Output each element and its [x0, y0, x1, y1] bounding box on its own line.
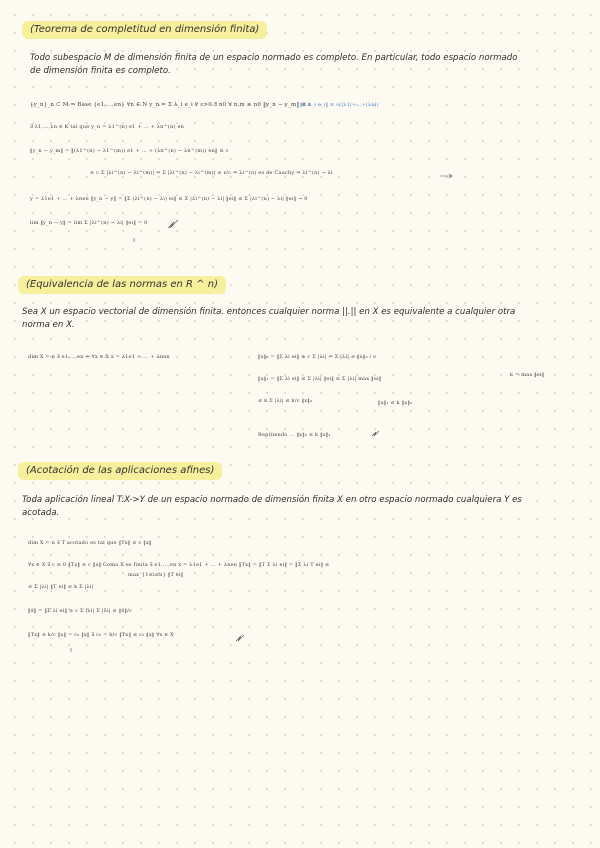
section-1-note-1: {y_n}_n ⊂ M ⇒ Base {e1,...,en} ∀n ∈ N y_n = Σ λ_i e_i ∀ ε>0 ∃ n0 ∀ n,m ≥ n0 ‖y_n − y_m‖ ≤ ε — [30, 102, 312, 108]
section-3-note-5: ‖x‖ = ‖Σ λi ei‖ ≥ c Σ |λi| Σ |λi| ≤ ‖x‖/c — [28, 608, 132, 614]
section-1-statement: Todo subespacio M de dimensión finita de un espacio normado es completo. En particular, todo espacio normado de dimensión finita es completo. — [30, 53, 518, 76]
section-2-note-6: ‖x‖₁ ≤ k ‖x‖₀ — [378, 400, 413, 406]
section-2-statement: Sea X un espacio vectorial de dimensión finita. entonces cualquier norma ||.|| en X es equivalente a cualquier otra norma en X. — [22, 307, 516, 330]
section-1-note-6: y = λ1e1 + ... + λnen ‖y_n − y‖ = ‖Σ (λi^(n) − λi) ei‖ ≤ Σ |λi^(n) − λi| ‖ei‖ ≤ Σ |λi^(n) − λi| ‖ei‖ → 0 — [30, 196, 308, 202]
section-2-note-1: dim X = n ∃ e1,...,en ⇒ ∀x ∈ X x = λ1e1 + ... + λnen — [28, 354, 170, 360]
section-3-note-1: dim X = n ∃ T acotado es tal que ‖Tx‖ ≤ c ‖x‖ — [28, 540, 152, 546]
section-3-statement: Toda aplicación lineal T:X->Y de un espacio normado de dimensión finita X en otro espacio normado cualquiera Y es acotada. — [22, 495, 522, 518]
section-2-note-3: ‖x‖₁ = ‖Σ λi ei‖ ≤ Σ |λi| ‖ei‖ ≤ Σ |λi| max ‖ei‖ — [258, 376, 382, 382]
section-3-title: (Acotación de las aplicaciones afines) — [18, 462, 222, 480]
section-2-note-4: k = max ‖ei‖ — [510, 372, 545, 378]
section-2-title: (Equivalencia de las normas en R ^ n) — [18, 276, 226, 294]
section-2-note-2: ‖x‖₀ = ‖Σ λi ei‖ ≥ c Σ |λi| ⇒ Σ |λi| ≤ ‖x‖₀ / c — [258, 354, 377, 360]
section-1-note-3: ∃ λ1,...,λn ∈ K tal que y_n = λ1^(n) e1 + ... + λn^(n) en — [30, 124, 185, 130]
section-1-note-7: lim ‖y_n − y‖ = lim Σ |λi^(n) − λi| ‖ei‖ = 0 — [30, 220, 148, 226]
section-1-note-5: ≥ c Σ |λi^(n) − λi^(m)| ⇒ Σ |λi^(n) − λi^(m)| ≤ ε/c ⇒ λi^(n) es de Cauchy ⇒ λi^(n) → λi — [90, 170, 333, 176]
section-3-note-4: ≤ Σ |λi| ‖T ei‖ ≤ k Σ |λi| — [28, 584, 94, 590]
section-1-title: (Teorema de completitud en dimensión finita) — [22, 21, 267, 39]
section-3-note-6: ‖Tx‖ ≤ k/c ‖x‖ = c₀ ‖x‖ ∃ c₀ = k/c ‖Tx‖ ≤ c₀ ‖x‖ ∀x ∈ X — [28, 632, 174, 638]
section-1-note-2: ‖Σ λ_i e_i‖ ≥ c(|λ1|+...+|λn|) — [300, 102, 379, 108]
section-2-note-7: Repitiendo ... ‖x‖₀ ≤ k ‖x‖₁ — [258, 432, 331, 438]
section-3-note-3: max_{1≤i≤n} ‖T ei‖ — [128, 572, 184, 578]
section-3-note-2: ∀x ∈ X ∃ c ≥ 0 ‖Tx‖ ≤ c ‖x‖ Como X es finita ∃ e1,...,en x = λ1e1 + ... + λnen ‖Tx‖ = ‖T Σ λi ei‖ = ‖Σ λi T ei‖ ≤ — [28, 562, 330, 568]
section-2-note-5: ≤ k Σ |λi| ≤ k/c ‖x‖₀ — [258, 398, 313, 404]
section-1-note-4: ‖y_n − y_m‖ = ‖(λ1^(n) − λ1^(m)) e1 + ... + (λn^(n) − λn^(m)) en‖ ≥ c — [30, 148, 229, 154]
